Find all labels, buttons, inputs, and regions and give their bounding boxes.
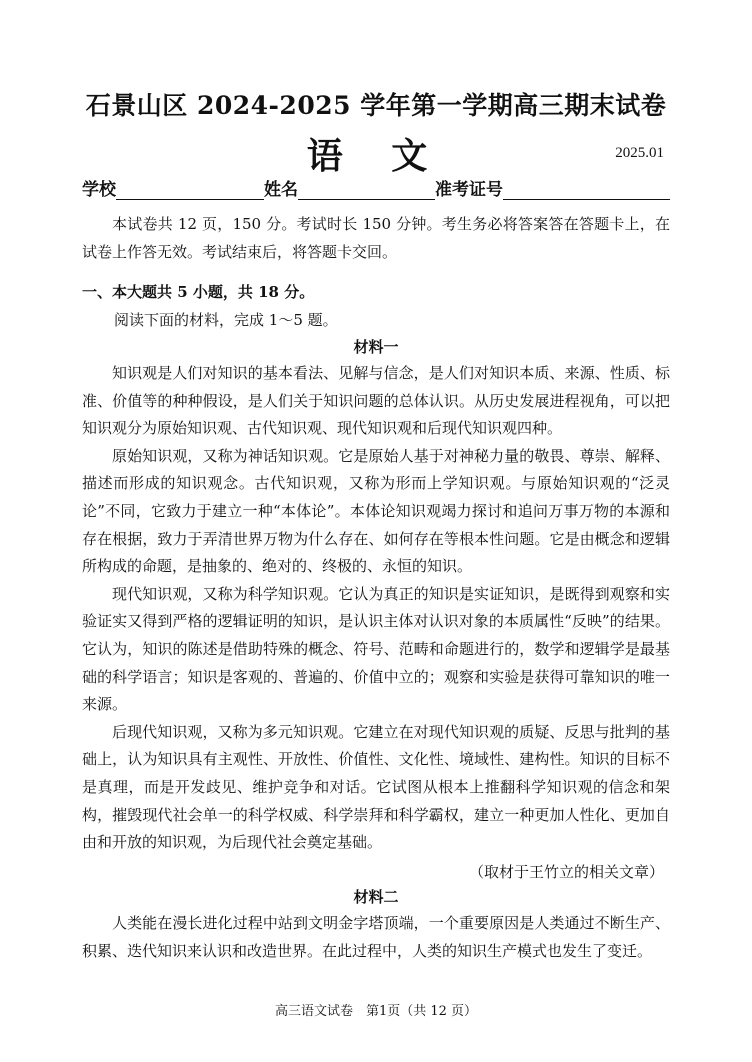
name-field[interactable] [298,179,435,200]
section-instruction: 阅读下面的材料，完成 1～5 题。 [114,311,338,329]
exam-date: 2025.01 [615,145,664,161]
section-heading: 一、本大题共 5 小题，共 18 分。 [82,283,315,301]
material1-paragraph: 现代知识观，又称为科学知识观。它认为真正的知识是实证知识，是既得到观察和实验证实又得到严格的逻辑证明的知识，是认识主体对认识对象的本质属性“反映”的结果。它认为，知识的陈述是借助特殊的概念、符号、范畴和命题进行的，数学和逻辑学是最基础的科学语言；知识是客观的、普遍的、价值中立的；观察和实验是获得可靠知识的唯一来源。 [82,584,670,714]
intro-paragraph: 本试卷共 12 页，150 分。考试时长 150 分钟。考生务必将答案答在答题卡上，在试卷上作答无效。考试结束后，将答题卡交回。 [82,215,670,261]
intro-text [82,211,670,266]
page-footer: 高三语文试卷 第1页（共 12 页） [274,1004,478,1019]
material1-body [82,360,670,857]
material1-paragraph: 原始知识观，又称为神话知识观。它是原始人基于对神秘力量的敬畏、尊崇、解释、描述而形成的知识观念。古代知识观，又称为形而上学知识观。与原始知识观的“泛灵论”不同，它致力于建立一种“本体论”。本体论知识观竭力探讨和追问万事万物的本源和存在根据，致力于弄清世界万物为什么存在、如何存在等根本性问题。它是由概念和逻辑所构成的命题，是抽象的、绝对的、终极的、永恒的知识。 [82,446,670,576]
subject-title: 语 文 [306,135,446,177]
school-label: 学校 [82,180,116,200]
material1-paragraph: 知识观是人们对知识的基本看法、见解与信念，是人们对知识本质、来源、性质、标准、价值等的种种假设，是人们关于知识问题的总体认识。从历史发展进程视角，可以把知识观分为原始知识观、古代知识观、现代知识观和后现代知识观四种。 [82,364,670,438]
material2-heading: 材料二 [353,888,399,906]
id-label: 准考证号 [435,180,503,200]
id-field[interactable] [503,179,670,200]
school-field[interactable] [116,179,264,200]
student-info-fields [82,175,670,200]
material1-heading: 材料一 [353,338,399,356]
material2-paragraph: 人类能在漫长进化过程中站到文明金字塔顶端，一个重要原因是人类通过不断生产、积累、迭代知识来认识和改造世界。在此过程中，人类的知识生产模式也发生了变迁。 [82,914,670,960]
material1-paragraph: 后现代知识观，又称为多元知识观。它建立在对现代知识观的质疑、反思与批判的基础上，认为知识具有主观性、开放性、价值性、文化性、境域性、建构性。知识的目标不是真理，而是开发歧见、维护竞争和对话。它试图从根本上推翻科学知识观的信念和架构，摧毁现代社会单一的科学权威、科学崇拜和科学霸权，建立一种更加人性化、更加自由和开放的知识观，为后现代社会奠定基础。 [82,722,670,852]
name-label: 姓名 [264,180,298,200]
material1-source: （取材于王竹立的相关文章） [468,863,664,881]
exam-title: 石景山区 2024-2025 学年第一学期高三期末试卷 [85,91,667,120]
material2-body [82,910,670,965]
